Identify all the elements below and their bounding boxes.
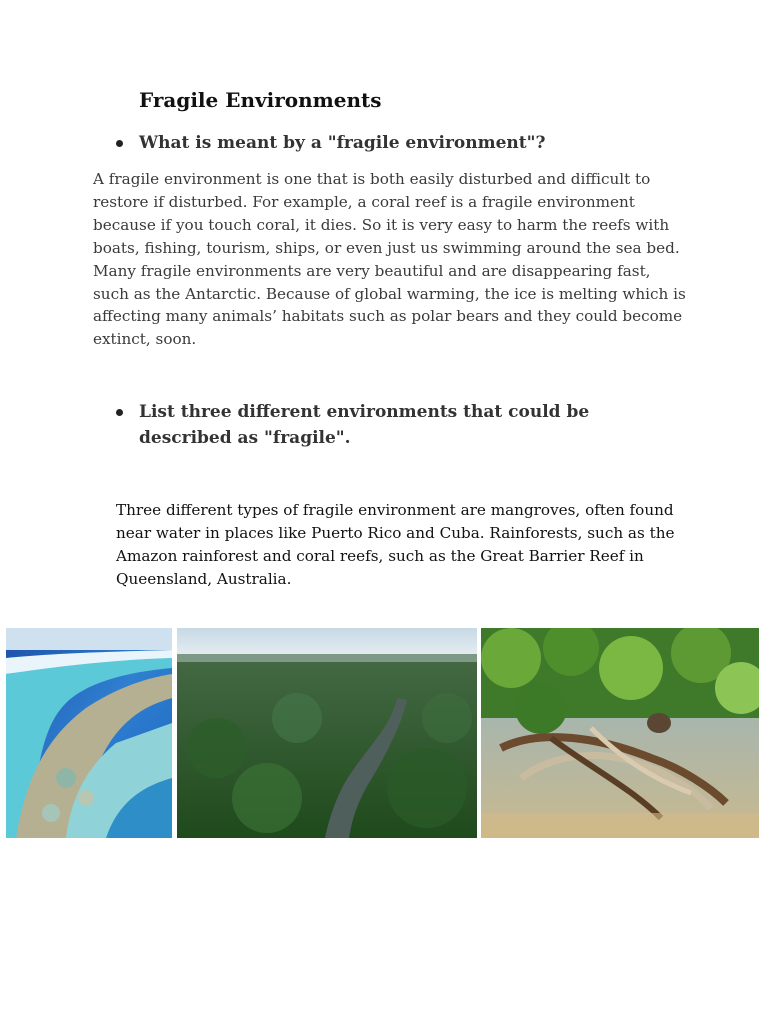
page-title: Fragile Environments bbox=[139, 88, 382, 112]
rainforest-river-photo bbox=[177, 628, 477, 838]
mangrove-photo bbox=[481, 628, 759, 838]
bullet-icon bbox=[116, 140, 123, 147]
question-2-text: List three different environments that could be described as "fragile". bbox=[139, 402, 590, 448]
question-1-text: What is meant by a "fragile environment"? bbox=[139, 133, 546, 153]
answer-1-paragraph: A fragile environment is one that is both easily disturbed and difficult to restore if disturbed. For example, a coral reef is a fragile environment because if you touch coral, it dies. So it is very easy to harm the reefs with boats, fishing, tourism, ships, or even just us swimming around the sea bed. Many fragile environments are very beautiful and are disappearing fast, such as the Antarctic. Because of global warming, the ice is melting which is affecting many animals’ habitats such as polar bears and they could become extinct, soon. bbox=[93, 170, 686, 349]
coral-reef-photo bbox=[6, 628, 172, 838]
bullet-icon bbox=[116, 409, 123, 416]
answer-2-paragraph: Three different types of fragile environment are mangroves, often found near water in places like Puerto Rico and Cuba. Rainforests, such as the Amazon rainforest and coral reefs, such as the Great Barrier Reef in Queensland, Australia. bbox=[116, 501, 675, 588]
